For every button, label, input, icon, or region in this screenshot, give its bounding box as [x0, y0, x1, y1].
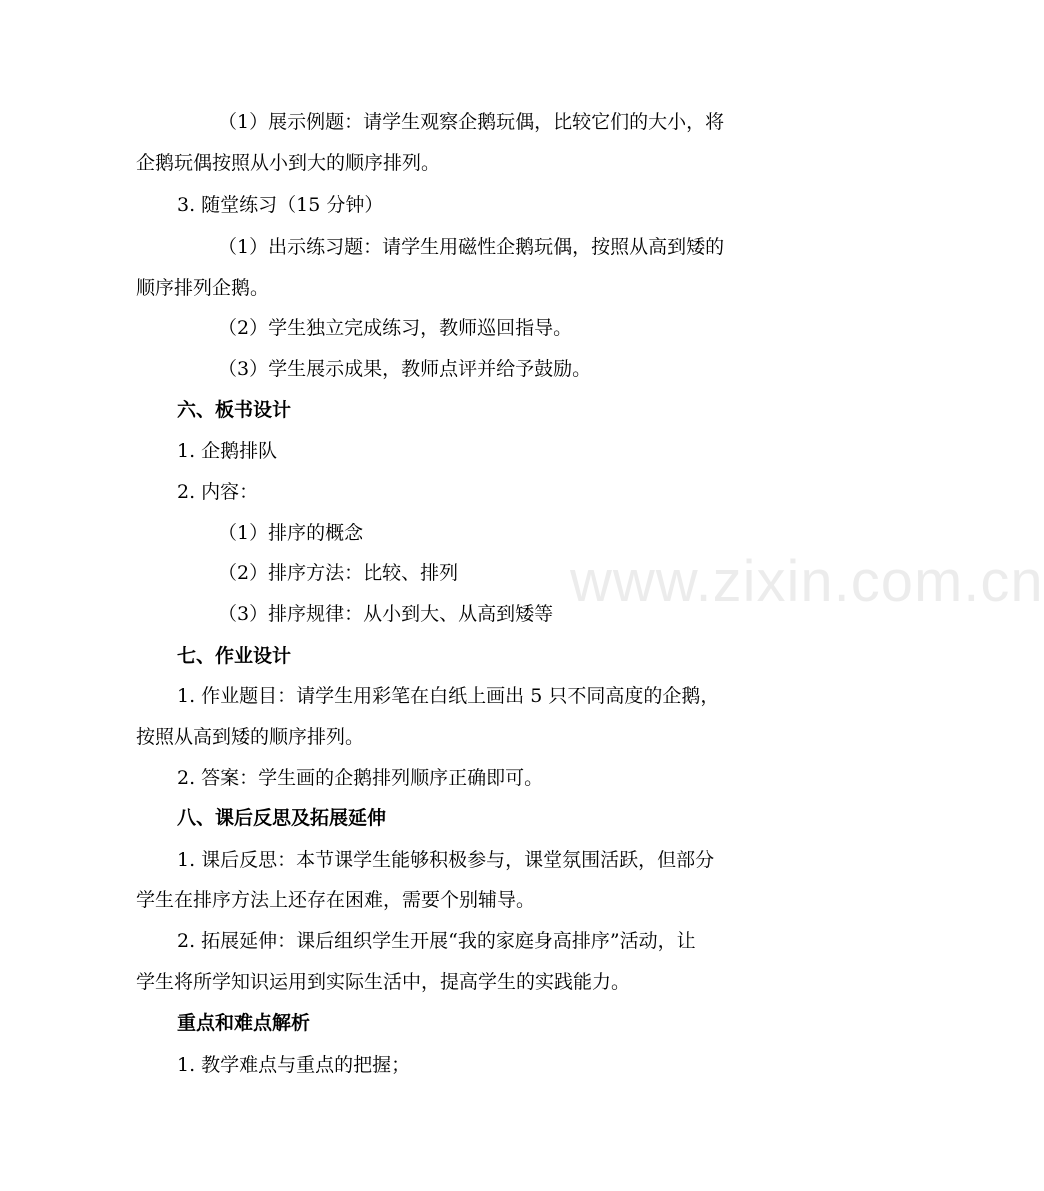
text-line: 学生在排序方法上还存在困难，需要个别辅导。 [136, 889, 536, 911]
text-line: 按照从高到矮的顺序排列。 [136, 726, 365, 748]
text-line: 企鹅玩偶按照从小到大的顺序排列。 [136, 152, 441, 174]
text-line: 3. 随堂练习（15 分钟） [177, 194, 384, 216]
text-line: （1）排序的概念 [218, 522, 364, 544]
text-line: 1. 作业题目：请学生用彩笔在白纸上画出 5 只不同高度的企鹅， [177, 685, 720, 707]
text-line: 1. 教学难点与重点的把握； [177, 1054, 411, 1076]
text-line: （1）出示练习题：请学生用磁性企鹅玩偶，按照从高到矮的 [218, 236, 725, 258]
text-line: 1. 企鹅排队 [177, 440, 278, 462]
watermark: www.zixin.com.cn [570, 549, 1044, 614]
text-line: 顺序排列企鹅。 [136, 277, 270, 299]
section-heading: 六、板书设计 [177, 399, 292, 421]
section-heading: 七、作业设计 [177, 645, 292, 667]
section-heading: 重点和难点解析 [177, 1012, 311, 1034]
text-line: （2）排序方法：比较、排列 [218, 562, 459, 584]
text-line: 2. 内容： [177, 481, 259, 503]
text-line: （3）排序规律：从小到大、从高到矮等 [218, 603, 554, 625]
section-heading: 八、课后反思及拓展延伸 [177, 807, 387, 829]
text-line: 2. 拓展延伸：课后组织学生开展“我的家庭身高排序”活动，让 [177, 930, 696, 952]
text-line: （3）学生展示成果，教师点评并给予鼓励。 [218, 358, 592, 380]
text-line: 2. 答案：学生画的企鹅排列顺序正确即可。 [177, 767, 544, 789]
text-line: （1）展示例题：请学生观察企鹅玩偶，比较它们的大小，将 [218, 111, 725, 133]
text-line: （2）学生独立完成练习，教师巡回指导。 [218, 317, 573, 339]
text-line: 1. 课后反思：本节课学生能够积极参与，课堂氛围活跃，但部分 [177, 849, 715, 871]
text-line: 学生将所学知识运用到实际生活中，提高学生的实践能力。 [136, 971, 631, 993]
